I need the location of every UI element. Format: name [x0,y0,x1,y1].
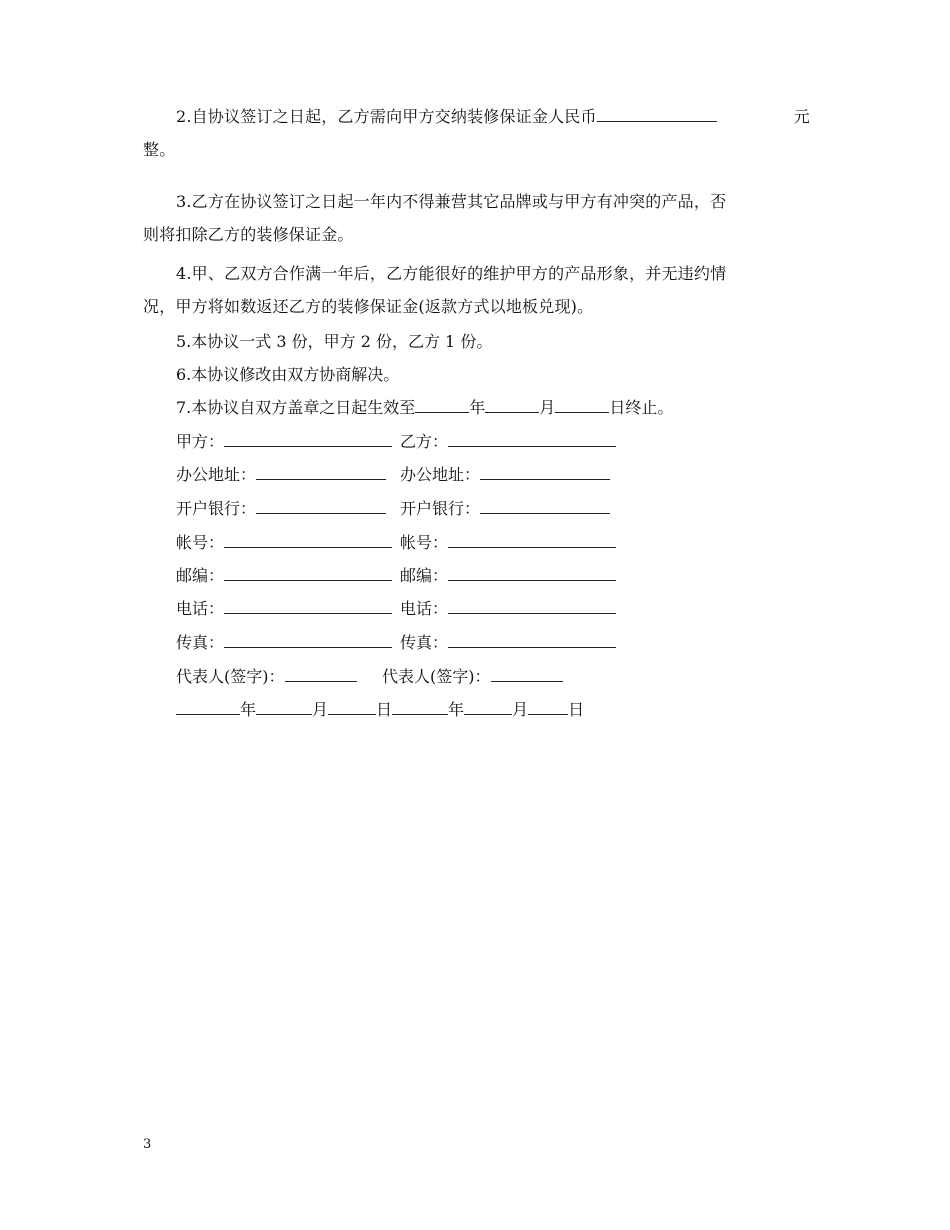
sig-row-date [176,693,584,726]
account-a-blank [224,533,392,548]
date-b-day: 日 [568,700,585,719]
bank-b-blank [480,499,610,514]
clause-7-prefix: 7.本协议自双方盖章之日起生效至 [176,398,416,417]
clause-2 [143,100,810,166]
date-a-year: 年 [240,700,257,719]
sig-row-representative [176,660,636,693]
phone-a-blank [224,599,392,614]
clause-7-year: 年 [469,398,486,417]
representative-b-blank [491,667,563,682]
date-b-month-blank [464,700,512,715]
end-month-blank [485,398,539,413]
bank-a-blank [256,499,386,514]
clause-3 [143,185,810,251]
clause-4-line2: 况，甲方将如数返还乙方的装修保证金(返款方式以地板兑现)。 [143,297,594,316]
date-b-month: 月 [512,700,529,719]
date-a-month-blank [256,700,312,715]
account-a-label: 帐号： [176,533,225,552]
postcode-a-label: 邮编： [176,566,225,585]
postcode-b-blank [448,566,616,581]
deposit-amount-blank [597,107,717,122]
clause-5: 5.本协议一式 3 份，甲方 2 份，乙方 1 份。 [176,332,493,351]
representative-b-label: 代表人(签字)： [382,667,491,686]
clause-2-end: 元 [793,107,810,126]
account-b-blank [448,533,616,548]
fax-b-blank [448,633,616,648]
sig-row-address [176,458,636,491]
phone-b-blank [448,599,616,614]
clause-7-month: 月 [539,398,556,417]
clause-7 [176,391,673,424]
account-b-label: 帐号： [400,533,449,552]
clause-7-end: 日终止。 [609,398,674,417]
fax-a-label: 传真： [176,633,225,652]
date-a-day-blank [328,700,376,715]
sig-row-account [176,526,636,559]
address-a-blank [256,465,386,480]
clause-2-line2: 整。 [143,140,176,159]
fax-b-label: 传真： [400,633,449,652]
phone-a-label: 电话： [176,599,225,618]
page-number: 3 [143,1137,152,1152]
end-day-blank [555,398,609,413]
fax-a-blank [224,633,392,648]
sig-row-postcode [176,559,636,592]
end-year-blank [415,398,469,413]
address-a-label: 办公地址： [176,465,257,484]
postcode-a-blank [224,566,392,581]
clause-2-text: 2.自协议签订之日起，乙方需向甲方交纳装修保证金人民币 [176,107,597,126]
clause-6: 6.本协议修改由双方协商解决。 [176,365,400,384]
phone-b-label: 电话： [400,599,449,618]
party-a-blank [224,432,392,447]
bank-b-label: 开户银行： [400,499,481,518]
sig-row-party [176,425,636,458]
representative-a-blank [285,667,357,682]
date-b-year-blank [392,700,448,715]
sig-row-bank [176,492,636,525]
address-b-label: 办公地址： [400,465,481,484]
clause-4 [143,257,810,323]
sig-row-phone [176,592,636,625]
postcode-b-label: 邮编： [400,566,449,585]
party-b-label: 乙方： [400,432,449,451]
clause-3-line2: 则将扣除乙方的装修保证金。 [143,225,354,244]
clause-3-line1: 3.乙方在协议签订之日起一年内不得兼营其它品牌或与甲方有冲突的产品，否 [176,192,727,211]
sig-row-fax [176,626,636,659]
bank-a-label: 开户银行： [176,499,257,518]
representative-a-label: 代表人(签字)： [176,667,285,686]
clause-4-line1: 4.甲、乙双方合作满一年后，乙方能很好的维护甲方的产品形象，并无违约情 [176,264,727,283]
party-b-blank [448,432,616,447]
date-a-year-blank [176,700,240,715]
address-b-blank [480,465,610,480]
date-b-year: 年 [448,700,465,719]
date-a-month: 月 [312,700,329,719]
date-a-day: 日 [376,700,393,719]
date-b-day-blank [528,700,568,715]
party-a-label: 甲方： [176,432,225,451]
